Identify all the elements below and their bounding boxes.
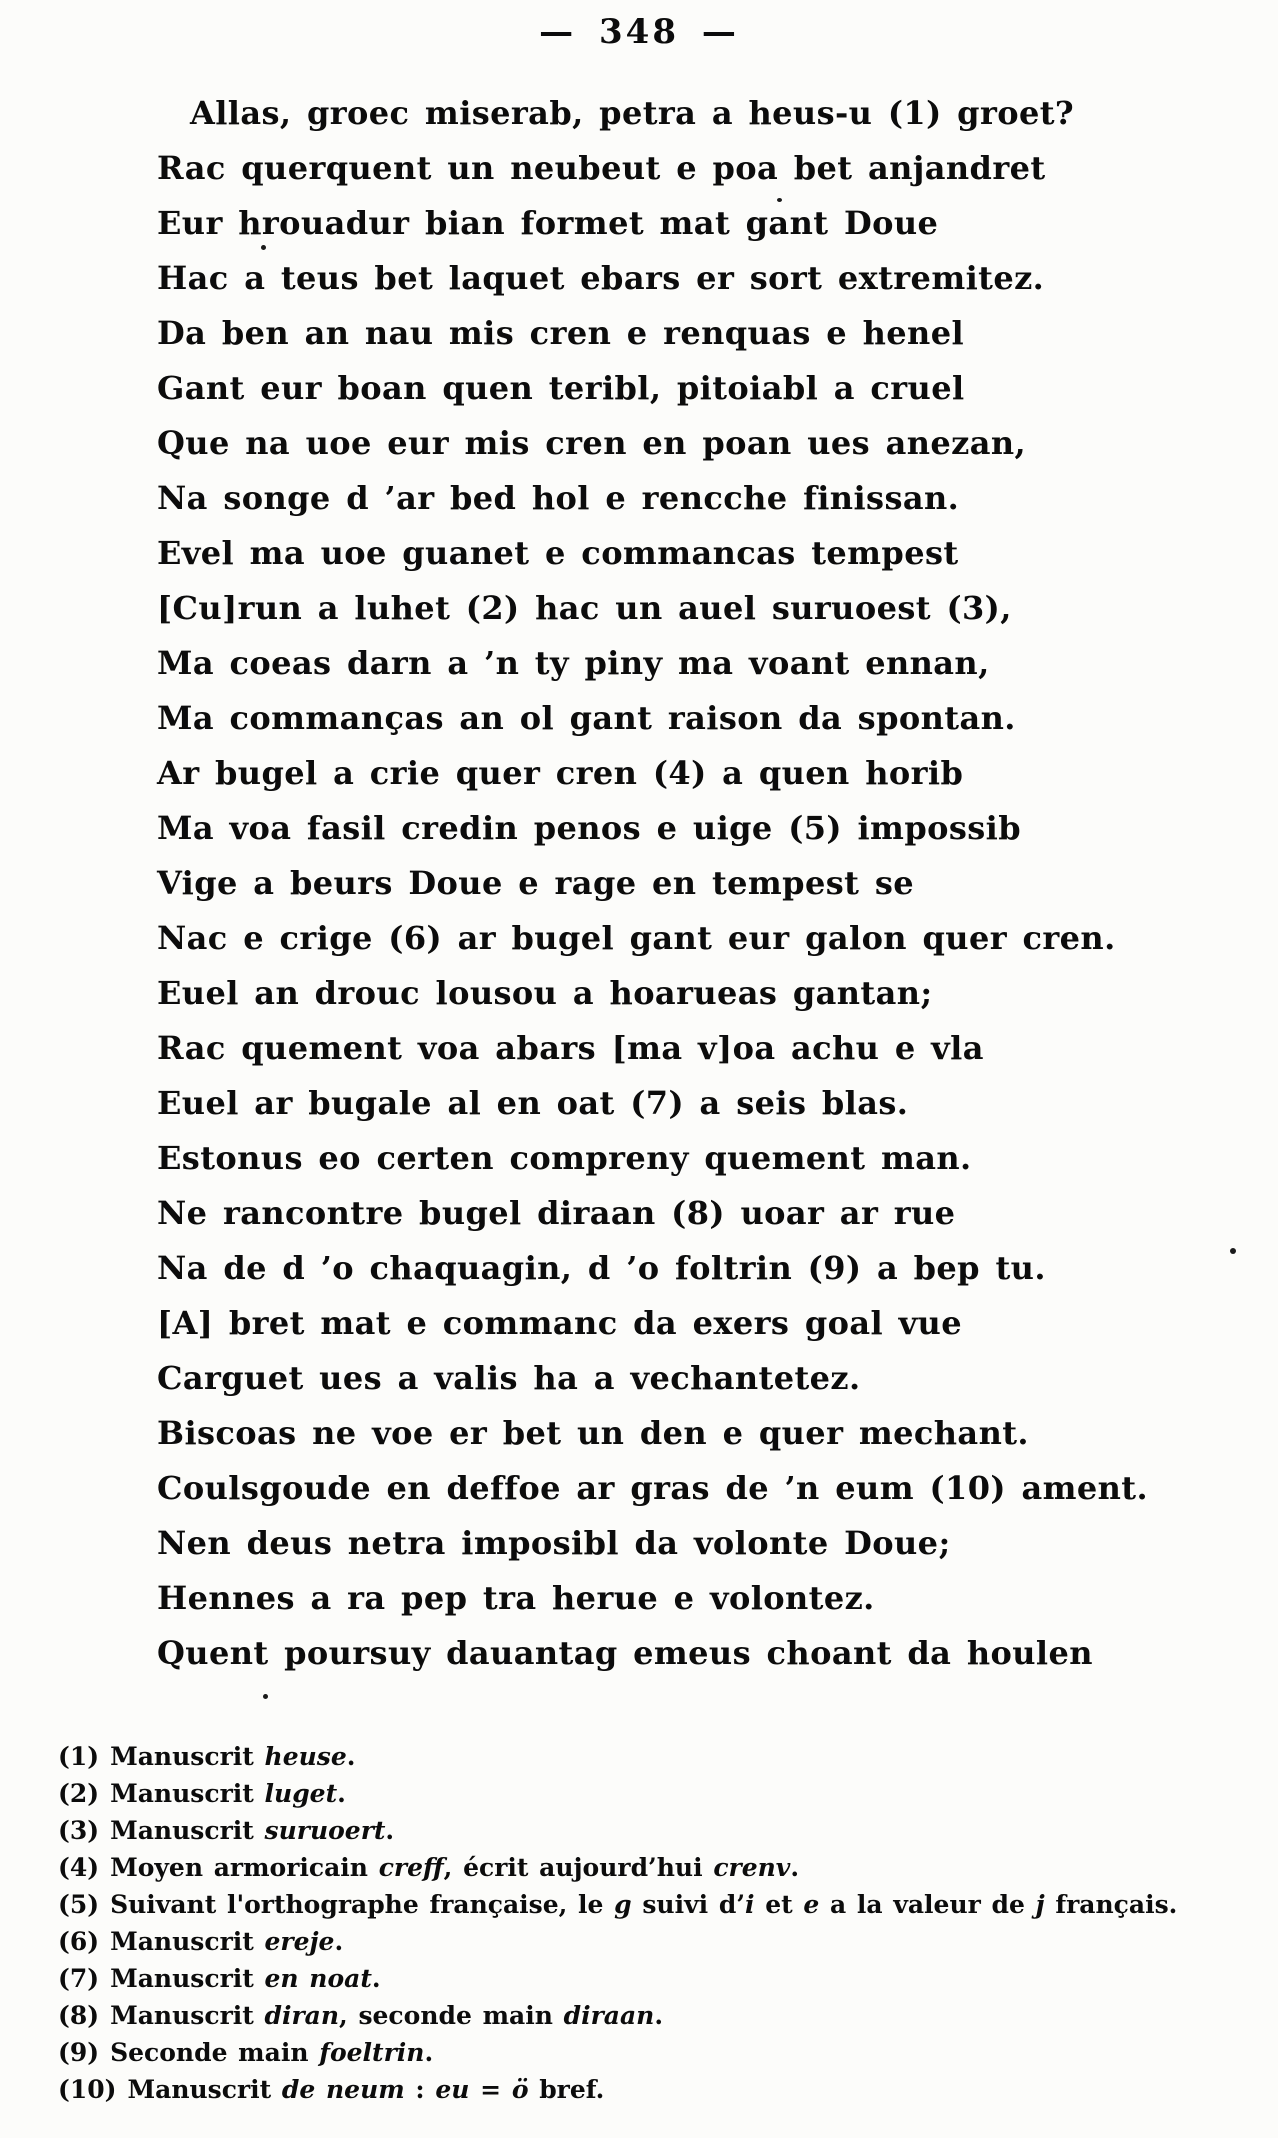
footnote-text: . — [385, 1816, 395, 1845]
footnote-marker: (8) — [58, 2001, 100, 2030]
poem-line: Na songe d ’ar bed hol e rencche finissan. — [157, 479, 960, 517]
footnote-italic-term: de neum — [281, 2075, 405, 2104]
footnote-marker: (9) — [58, 2038, 100, 2067]
footnote-marker: (6) — [58, 1927, 100, 1956]
poem-line: Nen deus netra imposibl da volonte Doue; — [157, 1524, 951, 1562]
footnote-text: Suivant l'orthographe française, le — [110, 1890, 615, 1919]
footnote-text: Moyen armoricain — [110, 1853, 379, 1882]
footnote-text: Seconde main — [110, 2038, 320, 2067]
footnotes-block — [58, 1738, 1177, 2108]
footnote-line — [58, 2071, 1177, 2108]
footnote-text: Manuscrit — [110, 2001, 265, 2030]
poem-line: Ma coeas darn a ’n ty piny ma voant ennan, — [157, 644, 990, 682]
poem-line: Rac querquent un neubeut e poa bet anjandret — [157, 149, 1046, 187]
footnote-line — [58, 1960, 1177, 1997]
ink-speck — [1230, 1248, 1236, 1254]
footnote-line — [58, 1997, 1177, 2034]
footnote-text: bref. — [528, 2075, 605, 2104]
page-number: — 348 — — [539, 12, 739, 52]
footnote-italic-term: luget — [264, 1779, 338, 1808]
footnote-text: . — [654, 2001, 664, 2030]
poem-line: Ma commanças an ol gant raison da spontan. — [157, 699, 1016, 737]
footnote-line — [58, 1923, 1177, 1960]
poem-line: Ne rancontre bugel diraan (8) uoar ar rue — [157, 1194, 956, 1232]
footnote-text: . — [337, 1779, 346, 1808]
footnote-italic-term: creff — [378, 1853, 444, 1882]
poem-line: Euel ar bugale al en oat (7) a seis blas. — [157, 1084, 909, 1122]
footnote-text: . — [334, 1927, 344, 1956]
poem-line: Vige a beurs Doue e rage en tempest se — [157, 864, 915, 902]
footnote-text: . — [424, 2038, 434, 2067]
footnote-italic-term: ereje — [264, 1927, 335, 1956]
poem-line: Evel ma uoe guanet e commancas tempest — [157, 534, 959, 572]
footnote-text: , écrit aujourd’hui — [443, 1853, 714, 1882]
footnote-italic-term: foeltrin — [319, 2038, 425, 2067]
footnote-text: français. — [1044, 1890, 1178, 1919]
footnote-marker: (7) — [58, 1964, 100, 1993]
ink-speck — [261, 245, 266, 250]
footnote-text: Manuscrit — [110, 1779, 265, 1808]
poem-line: Na de d ’o chaquagin, d ’o foltrin (9) a bep tu. — [157, 1249, 1046, 1287]
poem-line: Ar bugel a crie quer cren (4) a quen horib — [157, 754, 964, 792]
footnote-italic-term: crenv — [713, 1853, 791, 1882]
poem-line: Carguet ues a valis ha a vechantetez. — [157, 1359, 861, 1397]
footnote-marker: (1) — [58, 1742, 100, 1771]
poem-line: Ma voa fasil credin penos e uige (5) impossib — [157, 809, 1021, 847]
footnote-line — [58, 1849, 1177, 1886]
poem-line: Euel an drouc lousou a hoarueas gantan; — [157, 974, 933, 1012]
footnote-marker: (3) — [58, 1816, 100, 1845]
footnote-italic-term: diraan — [563, 2001, 655, 2030]
footnote-text: Manuscrit — [127, 2075, 282, 2104]
footnote-line — [58, 1775, 1177, 1812]
poem-line: Allas, groec miserab, petra a heus-u (1) groet? — [190, 94, 1075, 132]
poem-line: Estonus eo certen compreny quement man. — [157, 1139, 972, 1177]
footnote-text: = — [469, 2075, 512, 2104]
poem-line: Hac a teus bet laquet ebars er sort extremitez. — [157, 259, 1045, 297]
poem-line: Que na uoe eur mis cren en poan ues anezan, — [157, 424, 1027, 462]
poem-line: Nac e crige (6) ar bugel gant eur galon quer cren. — [157, 919, 1116, 957]
footnote-line — [58, 1886, 1177, 1923]
footnote-line — [58, 1738, 1177, 1775]
footnote-text: a la valeur de — [819, 1890, 1036, 1919]
footnote-text: et — [754, 1890, 804, 1919]
poem-line: Quent poursuy dauantag emeus choant da houlen — [157, 1634, 1093, 1672]
footnote-italic-term: eu — [435, 2075, 470, 2104]
footnote-marker: (2) — [58, 1779, 100, 1808]
footnote-text: Manuscrit — [110, 1964, 265, 1993]
poem-text-block — [157, 86, 1148, 1681]
footnote-text: Manuscrit — [110, 1742, 265, 1771]
poem-line: Biscoas ne voe er bet un den e quer mechant. — [157, 1414, 1029, 1452]
footnote-italic-term: j — [1035, 1890, 1045, 1919]
footnote-italic-term: e — [803, 1890, 820, 1919]
footnote-line — [58, 2034, 1177, 2071]
footnote-line — [58, 1812, 1177, 1849]
footnote-marker: (10) — [58, 2075, 117, 2104]
footnote-text: . — [346, 1742, 356, 1771]
footnote-text: : — [404, 2075, 436, 2104]
footnote-italic-term: ö — [511, 2075, 529, 2104]
footnote-text: Manuscrit — [110, 1927, 265, 1956]
poem-line: [A] bret mat e commanc da exers goal vue — [157, 1304, 962, 1342]
footnote-italic-term: en noat — [264, 1964, 372, 1993]
footnote-text: . — [790, 1853, 800, 1882]
footnote-text: , seconde main — [339, 2001, 564, 2030]
poem-line: [Cu]run a luhet (2) hac un auel suruoest (3), — [157, 589, 1012, 627]
footnote-text: Manuscrit — [110, 1816, 265, 1845]
footnote-italic-term: heuse — [264, 1742, 347, 1771]
footnote-italic-term: diran — [264, 2001, 340, 2030]
footnote-text: suivi d’ — [631, 1890, 746, 1919]
poem-line: Coulsgoude en deffoe ar gras de ’n eum (10) ament. — [157, 1469, 1148, 1507]
footnote-italic-term: i — [745, 1890, 755, 1919]
footnote-italic-term: g — [614, 1890, 632, 1919]
poem-line: Da ben an nau mis cren e renquas e henel — [157, 314, 965, 352]
poem-line: Eur hrouadur bian formet mat gant Doue — [157, 204, 939, 242]
poem-line: Gant eur boan quen teribl, pitoiabl a cruel — [157, 369, 965, 407]
footnote-text: . — [371, 1964, 381, 1993]
poem-line: Rac quement voa abars [ma v]oa achu e vla — [157, 1029, 984, 1067]
poem-line: Hennes a ra pep tra herue e volontez. — [157, 1579, 875, 1617]
ink-speck — [263, 1694, 268, 1699]
footnote-marker: (5) — [58, 1890, 100, 1919]
ink-speck — [777, 198, 782, 202]
footnote-marker: (4) — [58, 1853, 100, 1882]
footnote-italic-term: suruoert — [264, 1816, 386, 1845]
